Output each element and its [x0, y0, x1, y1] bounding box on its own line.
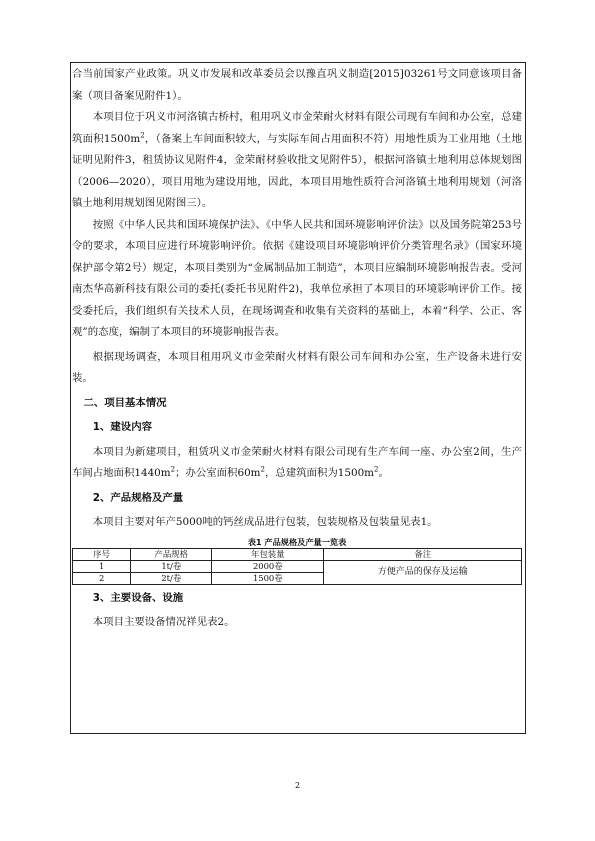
paragraph-construction-part-c: ，总建筑面积为1500m — [265, 467, 375, 479]
paragraph-construction — [72, 442, 522, 485]
page-number: 2 — [294, 781, 301, 790]
table-header-cell: 序号 — [73, 548, 131, 560]
table-cell: 1 — [73, 560, 131, 572]
paragraph-product: 本项目主要对年产5000吨的钙丝成品进行包装，包装规格及包装量见表1。 — [92, 516, 438, 528]
paragraph-location-part-a: 本项目位于巩义市河洛镇古桥村，租用巩义市金荣耐火材料有限公司现有车间和办公室，总建筑面积1500m — [72, 111, 522, 145]
table-cell: 2 — [73, 572, 131, 584]
table-header-row — [73, 548, 522, 560]
heading-product-spec: 2、产品规格及产量 — [92, 491, 184, 504]
table-cell: 1t/卷 — [131, 560, 212, 572]
table-header-cell: 产品规格 — [131, 548, 212, 560]
table-cell: 2000卷 — [212, 560, 324, 572]
paragraph-location-part-b: ，（备案上车间面积较大，与实际车间占用面积不符）用地性质为工业用地（土地证明见附件3，租赁协议见附件4，金荣耐材验收批文见附件5），根据河洛镇土地利用总体规划图（2006—2020），项目用地为建设用地，因此，本项目用地性质符合河洛镇土地利用规划（河洛镇土地利用规划图见附图三）。 — [72, 132, 523, 209]
paragraph-eia: 按照《中华人民共和国环境保护法》、《中华人民共和国环境影响评价法》以及国务院第253号令的要求，本项目应进行环境影响评价。依据《建设项目环境影响评价分类管理名录》（国家环境保护部令第2号）规定，本项目类别为“金属制品加工制造”，本项目应编制环境影响报告表。受河南杰华高新科技有限公司的委托(委托书见附件2)，我单位承担了本项目的环境影响评价工作。接受委托后，我们组织有关技术人员，在现场调查和收集有关资料的基础上，本着“科学、公正、客观”的态度，编制了本项目的环境影响报告表。 — [72, 218, 522, 338]
table-header-cell: 年包装量 — [212, 548, 324, 560]
table-header-cell: 备注 — [324, 548, 522, 560]
paragraph-construction-part-a: 本项目为新建项目，租赁巩义市金荣耐火材料有限公司现有生产车间一座、办公室2间，生产车间占地面积1440m — [72, 445, 522, 479]
table-cell: 1500卷 — [212, 572, 324, 584]
paragraph-equipment: 本项目主要设备情况祥见表2。 — [92, 616, 235, 628]
table-row — [73, 560, 522, 572]
table-note-cell: 方便产品的保存及运输 — [324, 560, 522, 584]
heading-construction: 1、建设内容 — [92, 421, 152, 433]
superscript: 2 — [260, 465, 265, 474]
heading-equipment: 3、主要设备、设施 — [92, 591, 184, 604]
superscript: 2 — [170, 465, 176, 474]
table-cell: 2t/卷 — [131, 572, 212, 584]
paragraph-survey: 根据现场调查，本项目租用巩义市金荣耐火材料有限公司车间和办公室，生产设备未进行安装。 — [72, 350, 522, 384]
table-1-caption: 表1 产品规格及产量一览表 — [247, 536, 347, 547]
document-body — [72, 64, 522, 634]
paragraph-construction-part-d: 。 — [378, 467, 389, 479]
superscript: 2 — [140, 131, 145, 140]
superscript: 2 — [374, 465, 379, 474]
paragraph-construction-part-b: ；办公室面积60m — [175, 467, 261, 479]
paragraph-policy: 合当前国家产业政策。巩义市发展和改革委员会以豫直巩义制造[2015]03261号文同意该项目备案（项目备案见附件1）。 — [72, 68, 522, 102]
paragraph-location — [72, 107, 522, 215]
table-product-spec — [72, 548, 522, 585]
heading-section-2: 二、项目基本情况 — [83, 396, 167, 409]
